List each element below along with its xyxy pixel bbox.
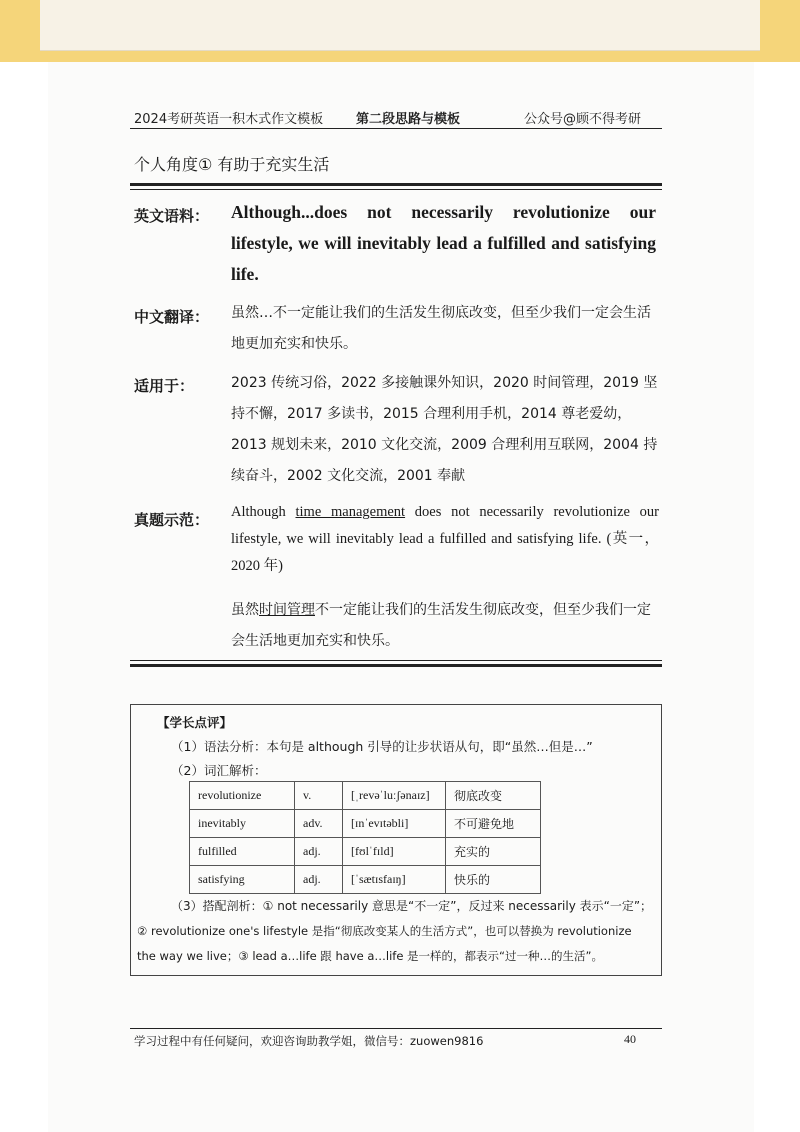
chinese-label: 中文翻译： [134,308,210,326]
example-label: 真题示范： [134,511,210,529]
footer-contact: 学习过程中有任何疑问，欢迎咨询助教学姐，微信号：zuowen9816 [134,1034,484,1048]
review-grammar: （1）语法分析：本句是 although 引导的让步状语从句，即“虽然…但是…” [171,739,593,754]
vocab-word: inevitably [190,810,295,838]
review-vocab-label: （2）词汇解析： [171,763,267,778]
vocab-meaning: 快乐的 [446,866,541,894]
example-en-pre: Although [231,504,296,520]
header-account: 公众号@顾不得考研 [524,112,642,127]
applicable-label: 适用于： [134,377,195,395]
vocab-pos: adj. [295,866,343,894]
vocab-pos: adj. [295,838,343,866]
vocab-meaning: 充实的 [446,838,541,866]
vocab-phonetic: [ˈsætɪsfaɪŋ] [343,866,446,894]
chinese-translation-text: 虽然…不一定能让我们的生活发生彻底改变，但至少我们一定会生活地更加充实和快乐。 [231,305,651,352]
header-rule [130,128,662,129]
vocab-table [189,781,541,894]
section-title: 个人角度① 有助于充实生活 [134,155,330,174]
vocab-meaning: 彻底改变 [446,782,541,810]
example-zh-post: 不一定能让我们的生活发生彻底改变，但至少我们一定会生活地更加充实和快乐。 [231,602,651,649]
applicable-years-text: 2023 传统习俗，2022 多接触课外知识，2020 时间管理，2019 坚持不懈，2017 多读书，2015 合理利用手机，2014 尊老爱幼，2013 规划未来，2010 文化交流，2009 合理利用互联网，2004 持续奋斗，2002 文化交流，2001 奉献 [231,375,658,484]
header-section: 第二段思路与模板 [356,112,461,127]
title-rule-thin [130,189,662,190]
vocab-word: fulfilled [190,838,295,866]
review-box [130,704,662,976]
vocab-pos: adv. [295,810,343,838]
vocab-phonetic: [ɪnˈevɪtəbli] [343,810,446,838]
background-paper-strip [40,0,760,51]
vocab-phonetic: [ˌrevəˈluːʃənaɪz] [343,782,446,810]
vocab-meaning: 不可避免地 [446,810,541,838]
background-top-band [0,0,800,62]
vocab-phonetic: [fʊlˈfɪld] [343,838,446,866]
example-zh-pre: 虽然 [231,602,259,618]
review-title: 【学长点评】 [157,715,233,730]
header-book-title: 2024考研英语一积木式作文模板 [134,112,324,127]
english-label: 英文语料： [134,207,210,225]
section-end-rule-thick [130,664,662,667]
table-row [190,810,541,838]
review-collocation-2: ② revolutionize one's lifestyle 是指“彻底改变某人的生活方式”，也可以替换为 revolutionize [137,924,632,938]
table-row [190,782,541,810]
page-number: 40 [624,1032,636,1046]
title-rule-thick [130,183,662,186]
review-collocation-3: the way we live；③ lead a…life 跟 have a…life 是一样的，都表示“过一种…的生活”。 [137,949,603,963]
example-en-post: does not necessarily revolutionize our lifestyle, we will inevitably lead a fulfilled and satisfying life. (英一，2020 年) [231,504,660,574]
vocab-word: revolutionize [190,782,295,810]
example-chinese-text [231,595,659,657]
footer-rule [130,1028,662,1029]
vocab-pos: v. [295,782,343,810]
example-english-text [231,499,659,580]
vocab-word: satisfying [190,866,295,894]
table-row [190,866,541,894]
example-zh-topic: 时间管理 [259,602,315,618]
table-row [190,838,541,866]
example-en-topic: time management [295,504,406,520]
section-end-rule-thin [130,660,662,661]
review-collocation-1: （3）搭配剖析：① not necessarily 意思是“不一定”，反过来 necessarily 表示“一定”； [171,899,653,913]
english-corpus-text: Although...does not necessarily revolutionize our lifestyle, we will inevitably lead a fulfilled and satisfying life. [231,202,656,284]
